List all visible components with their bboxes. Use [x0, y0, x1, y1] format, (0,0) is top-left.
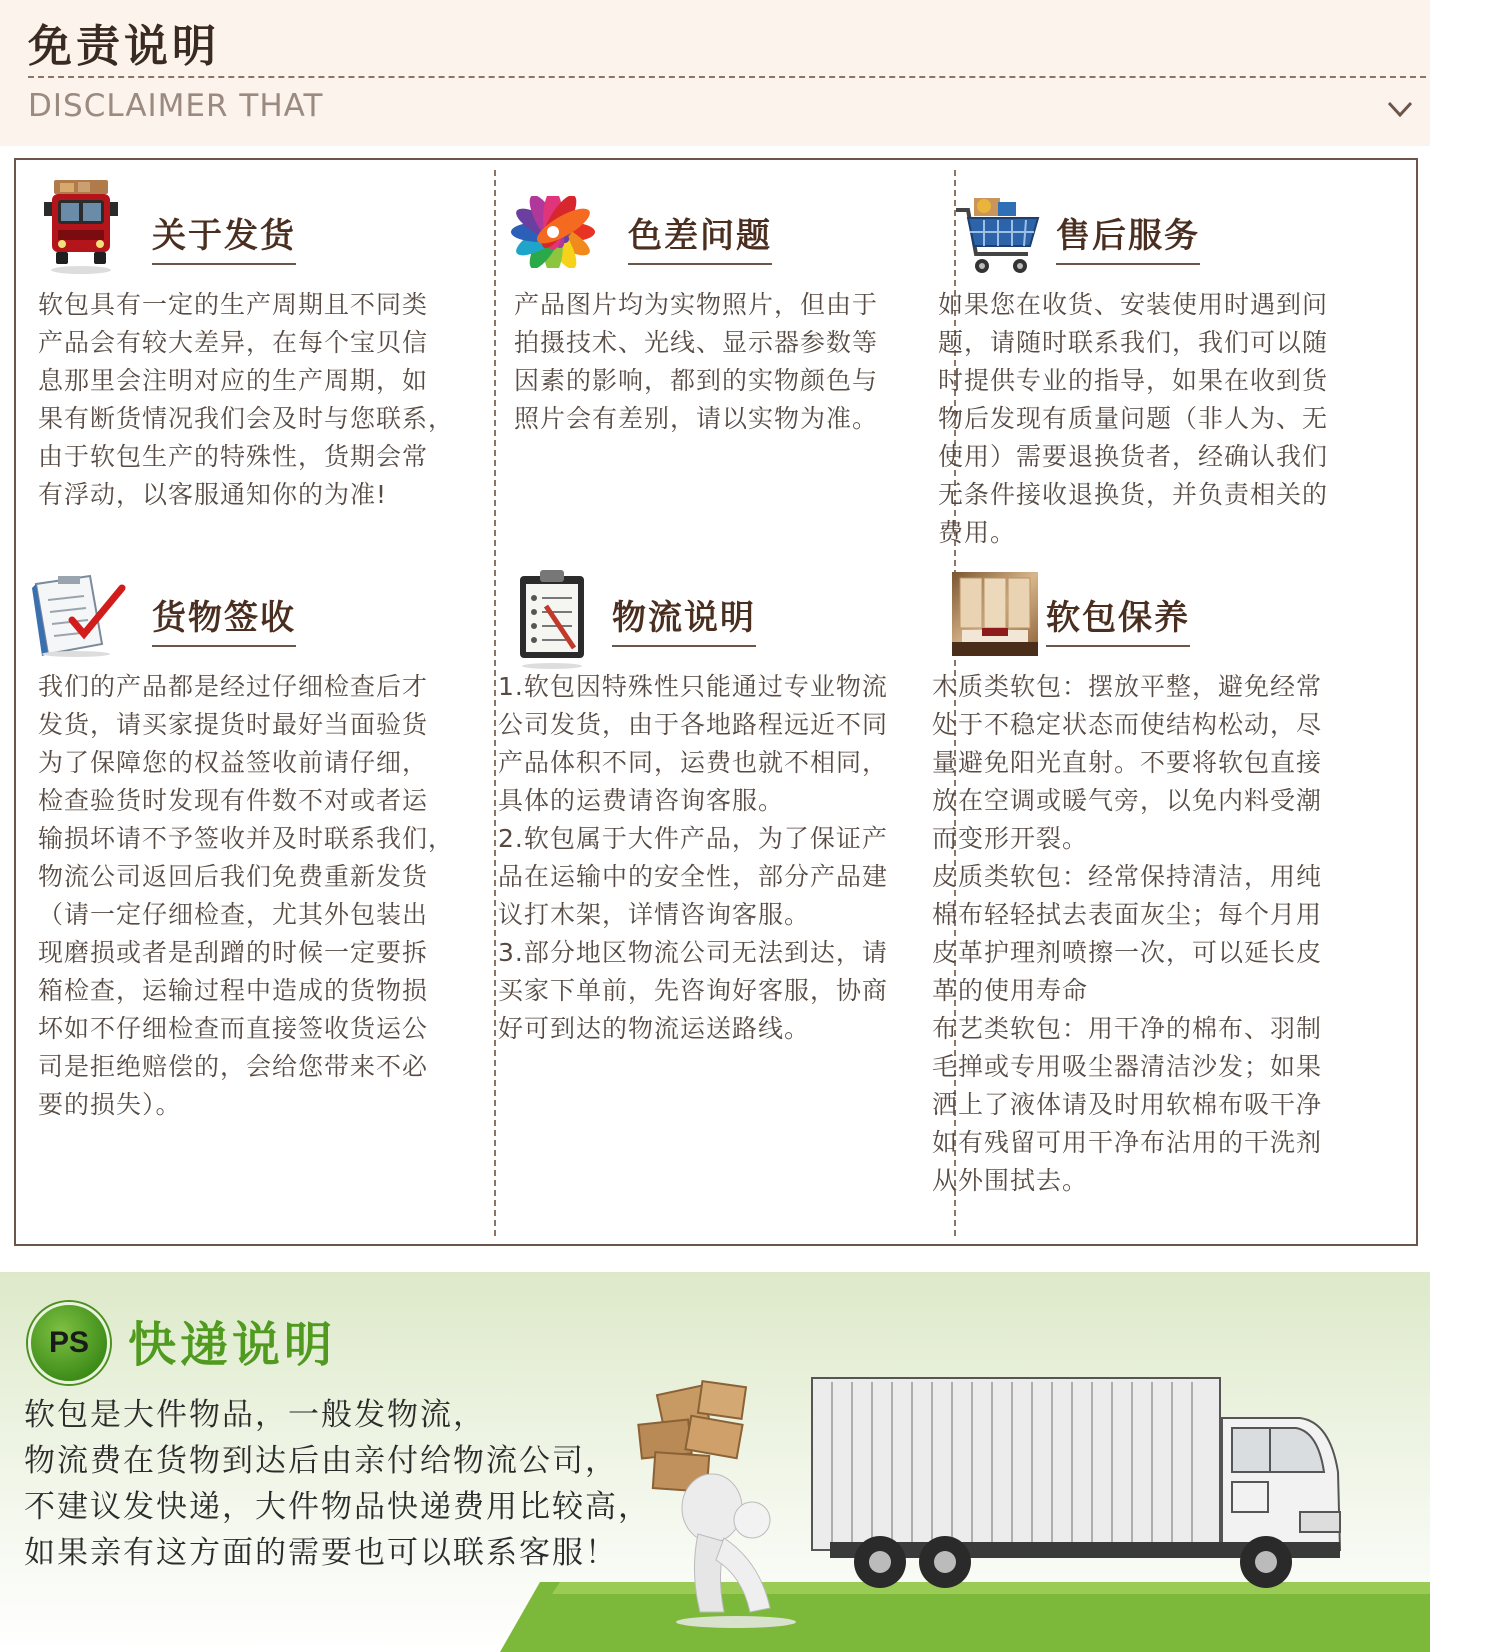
ps-banner — [0, 1272, 1430, 1652]
body-line: 好可到达的物流运送路线。 — [498, 1014, 811, 1043]
body-line: 如果您在收货、安装使用时遇到问 — [938, 290, 1329, 319]
body-line: 现磨损或者是刮蹭的时候一定要拆 — [38, 938, 429, 967]
shopping-cart-icon — [954, 196, 1042, 280]
body-line: 无条件接收退换货，并负责相关的 — [938, 480, 1329, 509]
body-line: 如有残留可用干净布沾用的干洗剂 — [932, 1128, 1323, 1157]
section-body — [514, 286, 944, 438]
body-line: 司是拒绝赔偿的，会给您带来不必 — [38, 1052, 429, 1081]
page-header — [0, 0, 1430, 146]
body-line: 使用）需要退换货者，经确认我们 — [938, 442, 1329, 471]
section-body — [938, 286, 1408, 552]
section-body — [38, 668, 478, 1124]
section-body — [932, 668, 1408, 1200]
section-title: 软包保养 — [1046, 590, 1190, 647]
body-line: 布艺类软包：用干净的棉布、羽制 — [932, 1014, 1323, 1043]
body-line: 革的使用寿命 — [932, 976, 1089, 1005]
body-line: 要的损失）。 — [38, 1090, 182, 1119]
body-line: 议打木架，详情咨询客服。 — [498, 900, 811, 929]
section-body — [38, 286, 478, 514]
body-line: 木质类软包：摆放平整，避免经常 — [932, 672, 1323, 701]
body-line: 2.软包属于大件产品，为了保证产 — [498, 824, 888, 853]
body-line: 洒上了液体请及时用软棉布吸干净 — [932, 1090, 1323, 1119]
body-line: 从外围拭去。 — [932, 1166, 1089, 1195]
body-line: 为了保障您的权益签收前请仔细， — [38, 748, 429, 777]
body-line: 发货，请买家提货时最好当面验货 — [38, 710, 429, 739]
chevron-down-icon[interactable] — [1383, 92, 1417, 126]
body-line: 因素的影响，都到的实物颜色与 — [514, 366, 879, 395]
section-title: 售后服务 — [1056, 208, 1200, 265]
body-line: 皮质类软包：经常保持清洁，用纯 — [932, 862, 1323, 891]
body-line: 输损坏请不予签收并及时联系我们， — [38, 824, 455, 853]
body-line: 产品体积不同，运费也就不相同， — [498, 748, 889, 777]
section-title: 关于发货 — [152, 208, 296, 265]
wall-panel-photo-icon — [952, 572, 1038, 656]
body-line: 放在空调或暖气旁，以免内料受潮 — [932, 786, 1323, 815]
body-line: 买家下单前，先咨询好客服，协商 — [498, 976, 889, 1005]
ps-text — [24, 1392, 651, 1576]
ps-line: 如果亲有这方面的需要也可以联系客服！ — [24, 1535, 618, 1571]
body-line: 产品图片均为实物照片，但由于 — [514, 290, 879, 319]
body-line: 坏如不仔细检查而直接签收货运公 — [38, 1014, 429, 1043]
body-line: 处于不稳定状态而使结构松动，尽 — [932, 710, 1323, 739]
ps-line: 不建议发快递，大件物品快递费用比较高， — [24, 1489, 651, 1525]
body-line: 毛掸或专用吸尘器清洁沙发；如果 — [932, 1052, 1323, 1081]
column-divider — [494, 170, 496, 1236]
body-line: 而变形开裂。 — [932, 824, 1089, 853]
page-title: 免责说明 — [28, 21, 220, 72]
body-line: 检查验货时发现有件数不对或者运 — [38, 786, 429, 815]
body-line: 照片会有差别，请以实物为准。 — [514, 404, 879, 433]
header-divider — [28, 76, 1426, 78]
body-line: 果有断货情况我们会及时与您联系， — [38, 404, 455, 433]
page-subtitle: DISCLAIMER THAT — [28, 88, 324, 124]
delivery-truck-icon — [42, 180, 120, 276]
body-line: 物后发现有质量问题（非人为、无 — [938, 404, 1329, 433]
checklist-icon — [32, 574, 128, 658]
body-line: 由于软包生产的特殊性，货期会常 — [38, 442, 429, 471]
body-line: 公司发货，由于各地路程远近不同 — [498, 710, 889, 739]
section-title: 物流说明 — [612, 590, 756, 647]
body-line: 软包具有一定的生产周期且不同类 — [38, 290, 429, 319]
section-title: 货物签收 — [152, 590, 296, 647]
ps-line: 软包是大件物品，一般发物流， — [24, 1397, 486, 1433]
body-line: 拍摄技术、光线、显示器参数等 — [514, 328, 879, 357]
ps-line: 物流费在货物到达后由亲付给物流公司， — [24, 1443, 618, 1479]
color-wheel-icon — [510, 196, 596, 268]
ps-title: 快递说明 — [128, 1317, 337, 1373]
body-line: 具体的运费请咨询客服。 — [498, 786, 785, 815]
clipboard-icon — [516, 570, 590, 670]
body-line: 箱检查，运输过程中造成的货物损 — [38, 976, 429, 1005]
disclaimer-box — [14, 158, 1418, 1246]
body-line: 3.部分地区物流公司无法到达，请 — [498, 938, 888, 967]
body-line: 息那里会注明对应的生产周期，如 — [38, 366, 429, 395]
body-line: 量避免阳光直射。不要将软包直接 — [932, 748, 1323, 777]
body-line: 题，请随时联系我们，我们可以随 — [938, 328, 1329, 357]
body-line: 产品会有较大差异，在每个宝贝信 — [38, 328, 429, 357]
ps-badge-label: PS — [48, 1326, 90, 1359]
body-line: 1.软包因特殊性只能通过专业物流 — [498, 672, 888, 701]
body-line: 品在运输中的安全性，部分产品建 — [498, 862, 889, 891]
body-line: 有浮动，以客服通知你的为准! — [38, 480, 388, 509]
body-line: 皮革护理剂喷擦一次，可以延长皮 — [932, 938, 1323, 967]
body-line: 时提供专业的指导，如果在收到货 — [938, 366, 1329, 395]
section-title: 色差问题 — [628, 208, 772, 265]
body-line: 我们的产品都是经过仔细检查后才 — [38, 672, 429, 701]
body-line: 费用。 — [938, 518, 1017, 547]
section-body — [498, 668, 948, 1048]
body-line: （请一定仔细检查，尤其外包装出 — [38, 900, 429, 929]
ps-badge — [28, 1302, 110, 1384]
body-line: 物流公司返回后我们免费重新发货 — [38, 862, 429, 891]
truck-icon — [812, 1378, 1340, 1588]
body-line: 棉布轻轻拭去表面灰尘；每个月用 — [932, 900, 1323, 929]
